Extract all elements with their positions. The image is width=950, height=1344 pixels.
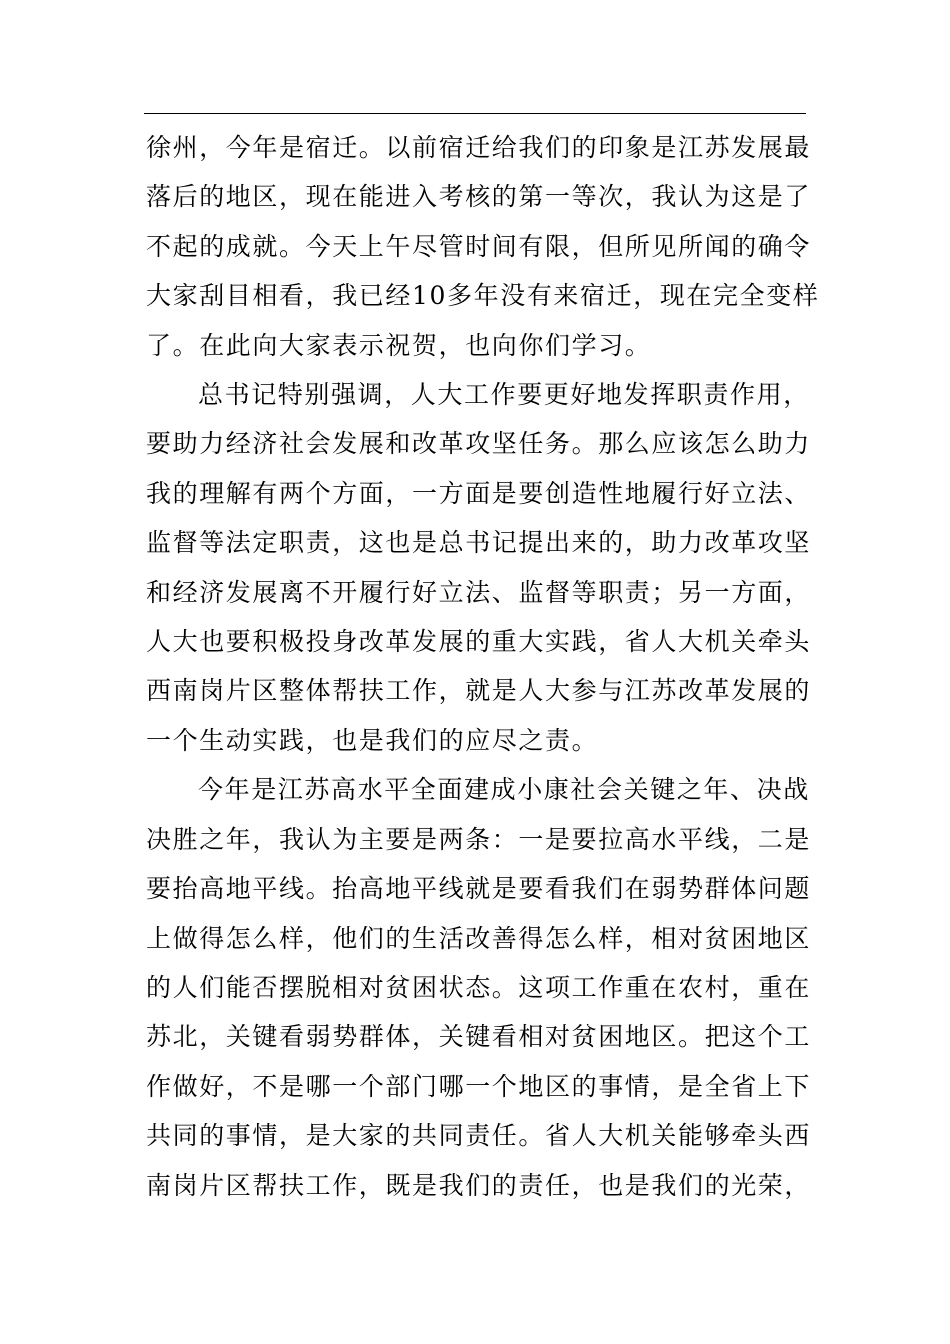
text-line: 和经济发展离不开履行好立法、监督等职责；另一方面， bbox=[146, 577, 812, 607]
text-line: 落后的地区，现在能进入考核的第一等次，我认为这是了 bbox=[146, 182, 812, 212]
text-line: 一个生动实践，也是我们的应尽之责。 bbox=[146, 725, 599, 755]
text-line: 的人们能否摆脱相对贫困状态。这项工作重在农村，重在 bbox=[146, 972, 812, 1002]
text-line: 上做得怎么样，他们的生活改善得怎么样，相对贫困地区 bbox=[146, 923, 812, 953]
paragraph-1 bbox=[146, 123, 820, 370]
text-line: 总书记特别强调，人大工作要更好地发挥职责作用， bbox=[198, 380, 810, 410]
document-body bbox=[146, 123, 820, 1210]
header-rule bbox=[144, 113, 806, 114]
text-line: 要抬高地平线。抬高地平线就是要看我们在弱势群体问题 bbox=[146, 874, 812, 904]
text-line: 决胜之年，我认为主要是两条：一是要拉高水平线，二是 bbox=[146, 824, 812, 854]
text-line: 共同的事情，是大家的共同责任。省人大机关能够牵头西 bbox=[146, 1121, 812, 1151]
text-line: 作做好，不是哪一个部门哪一个地区的事情，是全省上下 bbox=[146, 1071, 812, 1101]
text-line: 人大也要积极投身改革发展的重大实践，省人大机关牵头 bbox=[146, 627, 812, 657]
text-line: 要助力经济社会发展和改革攻坚任务。那么应该怎么助力 bbox=[146, 429, 812, 459]
text-line: 了。在此向大家表示祝贺，也向你们学习。 bbox=[146, 330, 652, 360]
text-line: 大家刮目相看，我已经10多年没有来宿迁，现在完全变样 bbox=[146, 281, 820, 311]
text-line: 苏北，关键看弱势群体，关键看相对贫困地区。把这个工 bbox=[146, 1022, 812, 1052]
text-line: 西南岗片区整体帮扶工作，就是人大参与江苏改革发展的 bbox=[146, 676, 812, 706]
text-line: 我的理解有两个方面，一方面是要创造性地履行好立法、 bbox=[146, 478, 812, 508]
text-line: 徐州，今年是宿迁。以前宿迁给我们的印象是江苏发展最 bbox=[146, 133, 812, 162]
paragraph-2 bbox=[146, 370, 812, 765]
paragraph-3 bbox=[146, 765, 812, 1210]
text-line: 南岗片区帮扶工作，既是我们的责任，也是我们的光荣， bbox=[146, 1170, 812, 1200]
text-line: 今年是江苏高水平全面建成小康社会关键之年、决战 bbox=[198, 775, 810, 805]
text-line: 不起的成就。今天上午尽管时间有限，但所见所闻的确令 bbox=[146, 231, 812, 261]
text-line: 监督等法定职责，这也是总书记提出来的，助力改革攻坚 bbox=[146, 528, 812, 558]
